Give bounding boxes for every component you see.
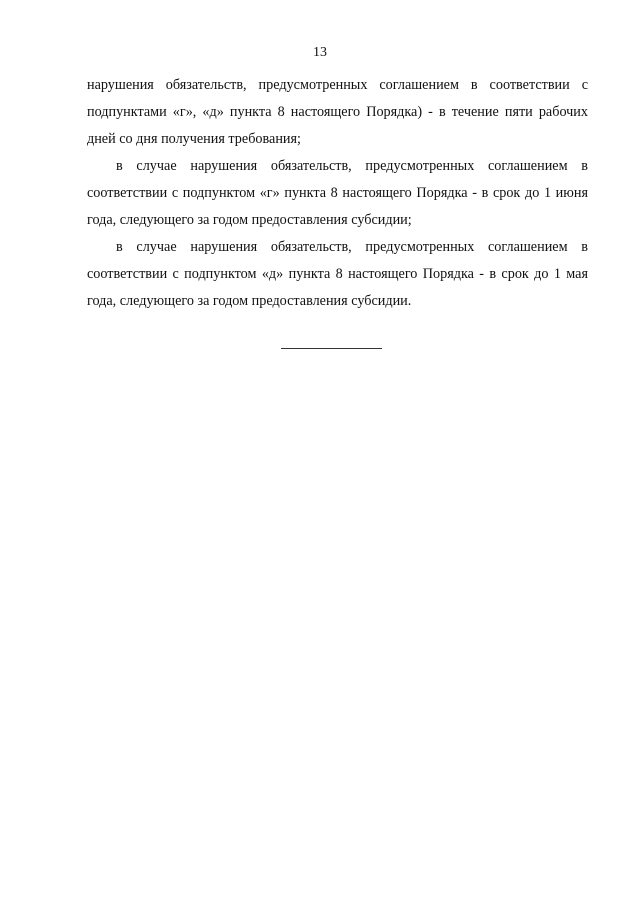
body-text	[87, 72, 588, 315]
paragraph-subpoint-g: в случае нарушения обязательств, предусмотренных соглашением в соответствии с подпунктом «г» пункта 8 настоящего Порядка - в срок до 1 июня года, следующего за годом предоставления субсидии;	[87, 158, 588, 228]
end-of-document-rule	[281, 348, 382, 349]
page-number: 13	[313, 45, 327, 60]
paragraph-subpoint-d: в случае нарушения обязательств, предусмотренных соглашением в соответствии с подпунктом «д» пункта 8 настоящего Порядка - в срок до 1 мая года, следующего за годом предоставления субсидии.	[87, 239, 588, 309]
paragraph-continuation: нарушения обязательств, предусмотренных соглашением в соответствии с подпунктами «г», «д» пункта 8 настоящего Порядка) - в течение пяти рабочих дней со дня получения требования;	[87, 77, 588, 147]
